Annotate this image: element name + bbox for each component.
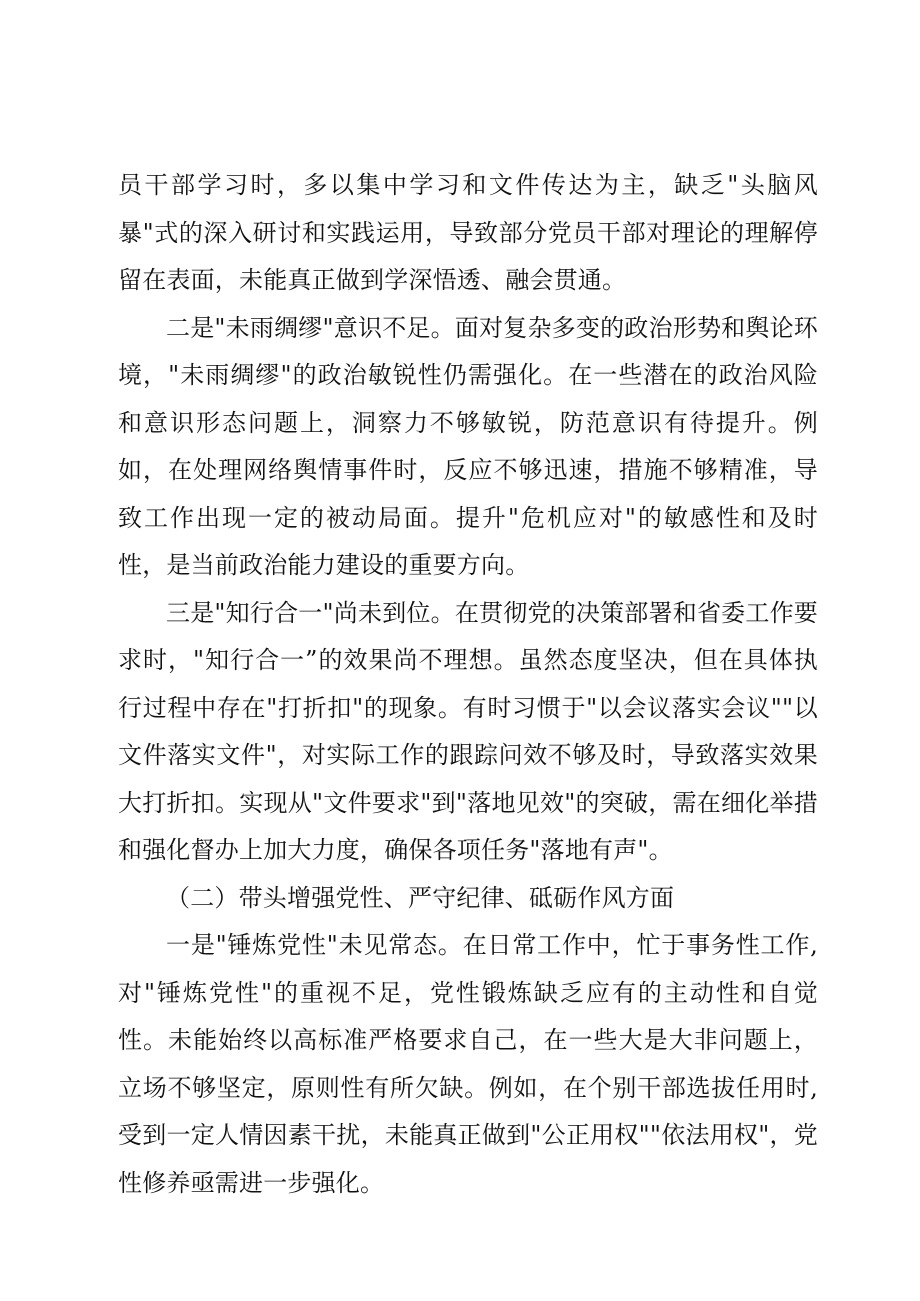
section-heading: （二）带头增强党性、严守纪律、砥砺作风方面 (166, 883, 675, 912)
paragraph-continuation: 员干部学习时，多以集中学习和文件传达为主，缺乏"头脑风暴"式的深入研讨和实践运用，导致部分党员干部对理论的理解停留在表面，未能真正做到学深悟透、融会贯通。 (118, 171, 818, 294)
paragraph-point-two: 二是"未雨绸缪"意识不足。面对复杂多变的政治形势和舆论环境，"未雨绸缪"的政治敏锐性仍需强化。在一些潜在的政治风险和意识形态问题上，洞察力不够敏锐，防范意识有待提升。例如，在处理网络舆情事件时，反应不够迅速，措施不够精准，导致工作出现一定的被动局面。提升"危机应对"的敏感性和及时性，是当前政治能力建设的重要方向。 (118, 313, 818, 579)
document-body (118, 162, 818, 1207)
paragraph-section-point-one: 一是"锤炼党性"未见常态。在日常工作中，忙于事务性工作,对"锤炼党性"的重视不足，党性锻炼缺乏应有的主动性和自觉性。未能始终以高标准严格要求自己，在一些大是大非问题上，立场不够坚定，原则性有所欠缺。例如，在个别干部选拔任用时,受到一定人情因素干扰，未能真正做到"公正用权""依法用权"，党性修养亟需进一步强化。 (118, 931, 818, 1197)
paragraph-point-three: 三是"知行合一"尚未到位。在贯彻党的决策部署和省委工作要求时，"知行合一”的效果尚不理想。虽然态度坚决，但在具体执行过程中存在"打折扣"的现象。有时习惯于"以会议落实会议""以文件落实文件"，对实际工作的跟踪问效不够及时，导致落实效果大打折扣。实现从"文件要求"到"落地见效"的突破，需在细化举措和强化督办上加大力度，确保各项任务"落地有声"。 (118, 598, 818, 864)
